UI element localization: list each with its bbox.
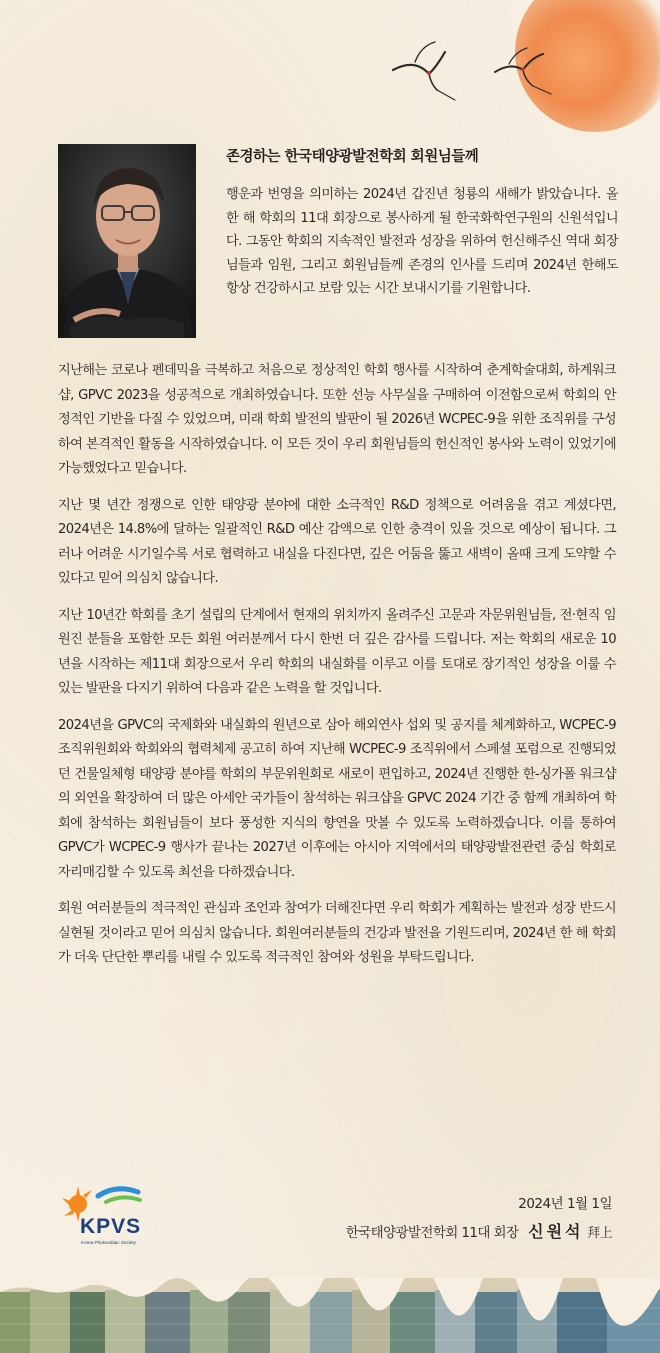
- salutation-heading: 존경하는 한국태양광발전학회 회원님들께: [226, 149, 479, 165]
- body-paragraph: 지난 10년간 학회를 초기 설립의 단계에서 현재의 위치까지 올려주신 고문과 자문위원님들, 전·현직 임원진 분들을 포함한 모든 회원 여러분께서 다시 한번 더 깊은 감사를 드립니다. 저는 학회의 새로운 10년을 시작하는 제11대 회장으로서 우리 학회의 내실화를 이루고 이를 토대로 장기적인 성장을 이룰 수 있는 발판을 다지기 위하여 다음과 같은 노력을 할 것입니다.: [58, 607, 616, 696]
- cranes-illustration: [385, 40, 565, 110]
- body-paragraph: 2024년을 GPVC의 국제화와 내실화의 원년으로 삼아 해외연사 섭외 및 공지를 체계화하고, WCPEC-9 조직위원회와 학회와의 협력체제 공고히 하여 지난해 WCPEC-9 조직위에서 스페셜 포럼으로 진행되었던 건물일체형 태양광 분야를 학회의 부문위원회로 새로이 편입하고, 2024년 진행한 한-싱가폴 워크샵의 외연을 확장하여 더 많은 아세안 국가들이 참석하는 워크샵을 GPVC 2024 기간 중 함께 개최하여 학회에 참석하는 회원님들이 보다 풍성한 지식의 향연을 맛볼 수 있도록 노력하겠습니다. 이를 통하여 GPVC가 WCPEC-9 행사가 끝나는 2027년 이후에는 아시아 지역에서의 태양광발전관련 중심 학회로 자리매김할 수 있도록 최선을 다하겠습니다.: [58, 717, 616, 880]
- body-paragraph: 지난 몇 년간 정쟁으로 인한 태양광 분야에 대한 소극적인 R&D 정책으로 어려움을 겪고 계셨다면, 2024년은 14.8%에 달하는 일괄적인 R&D 예산 감액으로 인한 충격이 있을 것으로 예상이 됩니다. 그러나 어려운 시기일수록 서로 협력하고 내실을 다진다면, 깊은 어둠을 뚫고 새벽이 올때 크게 도약할 수 있다고 믿어 의심치 않습니다.: [58, 497, 616, 586]
- letter-body: [58, 359, 616, 983]
- president-portrait: [58, 144, 196, 338]
- letter-date: 2024년 1월 1일: [518, 1196, 612, 1212]
- signer-title: 한국태양광발전학회 11대 회장: [345, 1225, 519, 1241]
- signer-name: 신원석: [528, 1222, 584, 1241]
- logo-wordmark: KPVS: [80, 1215, 142, 1238]
- logo-subtitle: Korea Photovoltaic Society: [81, 1240, 136, 1245]
- body-paragraph: 회원 여러분들의 적극적인 관심과 조언과 참여가 더해진다면 우리 학회가 계획하는 발전과 성장 반드시 실현될 것이라고 믿어 의심치 않습니다. 회원여러분들의 건강과 발전을 기원드리며, 2024년 한 해 학회가 더욱 단단한 뿌리를 내릴 수 있도록 적극적인 참여와 성원을 부탁드립니다.: [58, 901, 616, 965]
- signature-line: [346, 1219, 612, 1242]
- intro-paragraph: 행운과 번영을 의미하는 2024년 갑진년 청룡의 새해가 밝았습니다. 올 한 해 학회의 11대 회장으로 봉사하게 될 한국화학연구원의 신원석입니다. 그동안 학회의 지속적인 발전과 성장을 위하여 헌신해주신 역대 회장님들과 임원, 그리고 회원님들께 존경의 인사를 드리며 2024년 한해도 항상 건강하시고 보람 있는 시간 보내시기를 기원합니다.: [226, 187, 618, 297]
- body-paragraph: 지난해는 코로나 펜데믹을 극복하고 처음으로 정상적인 학회 행사를 시작하여 춘계학술대회, 하계워크샵, GPVC 2023을 성공적으로 개최하였습니다. 또한 선능 사무실을 구매하여 이전함으로써 학회의 안정적인 기반을 다질 수 있었으며, 미래 학회 발전의 발판이 될 2026년 WCPEC-9을 위한 조직위를 구성하여 본격적인 활동을 시작하였습니다. 이 모든 것이 우리 회원님들의 헌신적인 봉사와 노력이 있었기에 가능했었다고 믿습니다.: [58, 363, 616, 476]
- textile-band-decoration: [0, 1278, 660, 1353]
- signer-honorific: 拜上: [587, 1226, 612, 1241]
